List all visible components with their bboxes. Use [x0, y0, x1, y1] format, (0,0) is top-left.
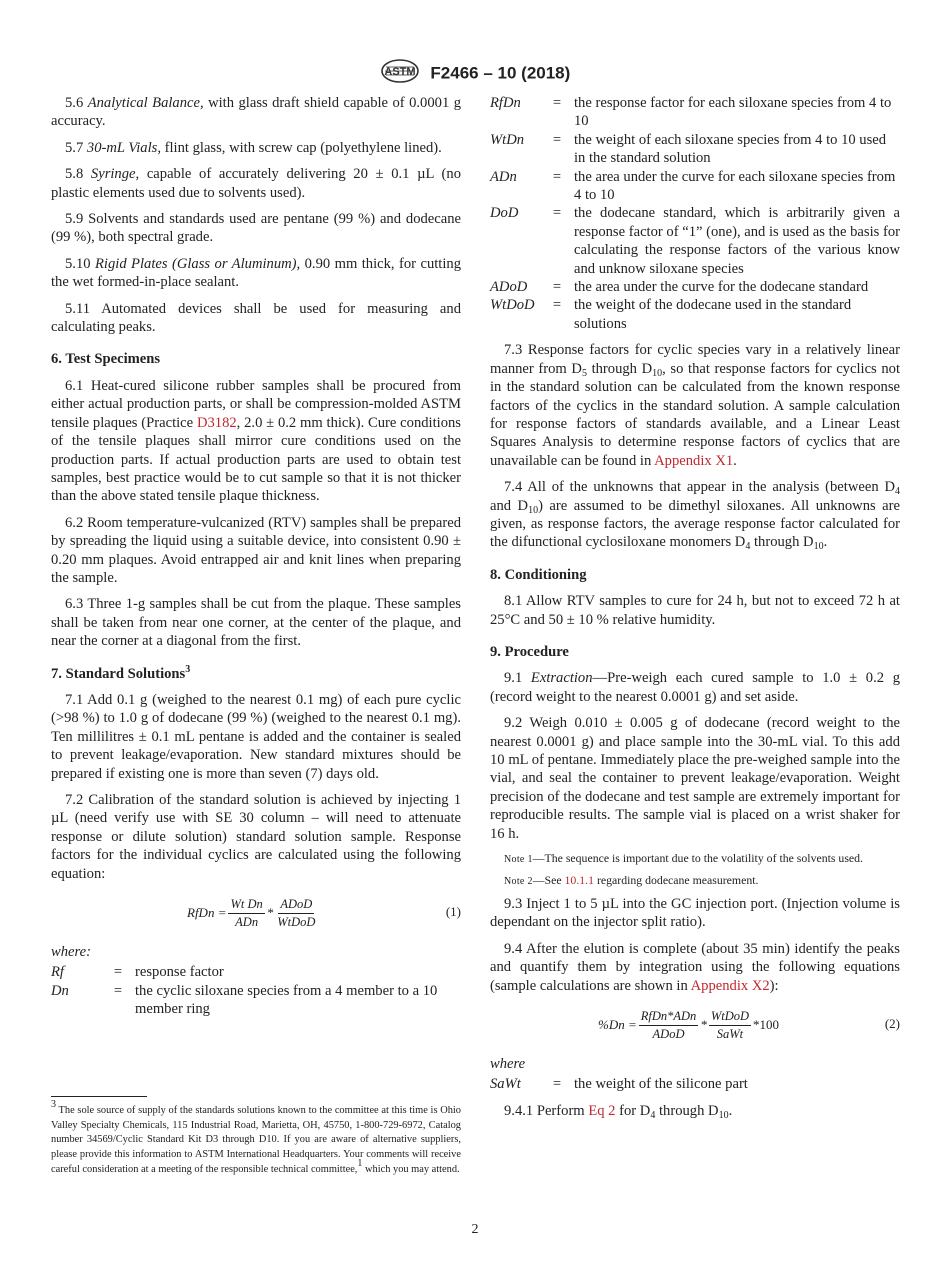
section-5-7: 5.7 30-mL Vials, flint glass, with screw cap (polyethylene lined). [65, 139, 442, 156]
section-9-2: 9.2 Weigh 0.010 ± 0.005 g of dodecane (record weight to the nearest 0.0001 g) and place sample into the 30-mL vial. To this add 10 mL of pentane. Immediately place the pre-weighed sample into the vial, and seal the container to prevent leakage/evaporation. Weight precision of the dodecane and test sample are extremely important for reproducible results. The sample vial is placed on a wrist shaker for 16 h. [490, 715, 900, 842]
link-appendix-x2[interactable]: Appendix X2 [690, 977, 770, 994]
equation-2: %Dn = $\frac{\text{RfDn*ADn}}{\text{ADoD}}$ * $\frac{\text{WtDoD}}{\text{SaWt}}$ *100 (2) [598, 1009, 900, 1042]
heading-test-specimens: 6. Test Specimens [51, 351, 161, 368]
equation-number: (1) [445, 904, 461, 920]
section-8-1: 8.1 Allow RTV samples to cure for 24 h, but not to exceed 72 h at 25°C and 50 ± 10 % relative humidity. [490, 593, 900, 628]
definition-row: WtDn = the weight of each siloxane species from 4 to 10 used in the standard solution [490, 131, 887, 167]
link-appendix-x1[interactable]: Appendix X1 [654, 452, 734, 469]
footnote-divider [51, 1096, 147, 1097]
definition-row: Rf = response factor [51, 964, 224, 981]
section-9-4: 9.4 After the elution is complete (about 35 min) identify the peaks and quantify them by integration using the following equations (sample calculations are shown in Appendix X2): [490, 940, 900, 994]
heading-conditioning: 8. Conditioning [490, 566, 587, 583]
definitions-left [51, 963, 461, 1018]
definitions-right [490, 94, 900, 333]
definition-row: SaWt = the weight of the silicone part [490, 1076, 748, 1093]
right-column [490, 94, 900, 1128]
section-5-8: 5.8 Syringe, capable of accurately delivering 20 ± 0.1 µL (no plastic elements used due to solvents used). [51, 166, 462, 201]
definition-row: Dn = the cyclic siloxane species from a 4 member to a 10 member ring [51, 982, 438, 1018]
note-1: Note 1—The sequence is important due to the volatility of the solvents used. [504, 851, 863, 866]
section-9-3: 9.3 Inject 1 to 5 µL into the GC injection port. (Injection volume is dependant on the injector split ratio). [490, 896, 900, 931]
standard-designation: F2466 – 10 (2018) [430, 63, 571, 83]
definitions-eq2 [490, 1075, 900, 1093]
definition-row: WtDoD = the weight of the dodecane used in the standard solutions [490, 297, 852, 332]
section-6-1: 6.1 Heat-cured silicone rubber samples shall be procured from either actual production parts, or shall be compression-molded ASTM tensile plaques (Practice D3182, 2.0 ± 0.2 mm thick). Cure conditions of the tensile plaques shall mirror cure conditions used on the production parts. If actual production parts are used to obtain test samples, best practice would be to cut sample so that it is not thicker than the above stated tensile plaque thickness. [51, 377, 461, 505]
where-label: where [490, 1056, 526, 1073]
link-eq-2[interactable]: Eq 2 [588, 1102, 616, 1119]
section-7-4: 7.4 All of the unknowns that appear in the analysis (between $D_4$ and $D_{10}$) are assumed to be dimethyl siloxanes. All unknowns are given, as response factors, the average response factor calculated for the difunctional cyclosiloxane monomers $D_4$ through $D_{10}$. [490, 479, 900, 553]
page-number: 2 [471, 1222, 479, 1237]
section-9-4-1: 9.4.1 Perform Eq 2 for $D_4$ through $D_{10}$. [504, 1102, 733, 1121]
equation-number: (2) [884, 1016, 900, 1032]
section-7-2: 7.2 Calibration of the standard solution is achieved by injecting 1 µL (need verify use with SE 30 column – will need to attenuate response or dilute solution) standard solution sample. Response factors for the individual cyclics are calculated using the following equation: [51, 792, 461, 882]
section-9-1: 9.1 Extraction—Pre-weigh each cured sample to 1.0 ± 0.2 g (record weight to the nearest 0.0001 g) and set aside. [490, 670, 900, 705]
section-5-6: 5.6 Analytical Balance, with glass draft shield capable of 0.0001 g accuracy. [51, 95, 461, 130]
section-6-3: 6.3 Three 1-g samples shall be cut from the plaque. These samples shall be taken from near one corner, at the center of the plaque, and near the corner at a diagonal from the first. [51, 596, 461, 650]
where-label: where: [51, 944, 91, 961]
section-6-2: 6.2 Room temperature-vulcanized (RTV) samples shall be prepared by spreading the liquid using a suitable device, into consistent 0.90 ± 0.20 mm plaques. Avoid entrapped air and knit lines when preparing the sample. [51, 514, 461, 586]
footnote-3: $^3$ The sole source of supply of the standards solutions known to the committee at this time is Ohio Valley Specialty Chemicals, 115 Industrial Road, Marietta, OH, 45750, 1-800-729-6972, Catalog number 34569/Cyclic Standard Kit D3 through D10. If you are aware of alternative suppliers, please provide this information to ASTM International Headquarters. Your comments will receive careful consideration at a meeting of the responsible technical committee,$^1$ which you may attend. [51, 1099, 461, 1175]
section-5-11: 5.11 Automated devices shall be used for measuring and calculating peaks. [51, 300, 461, 336]
page-header [0, 58, 950, 89]
section-5-10: 5.10 Rigid Plates (Glass or Aluminum), 0.90 mm thick, for cutting the wet formed-in-place sealant. [51, 255, 462, 291]
astm-logo [380, 58, 420, 89]
definition-row: DoD = the dodecane standard, which is arbitrarily given a response factor of “1” (one), and is used as the basis for calculating the response factors of the various know and unknow siloxane species [490, 205, 900, 277]
heading-procedure: 9. Procedure [490, 643, 569, 660]
link-10-1-1[interactable]: 10.1.1 [564, 873, 595, 888]
note-2: Note 2—See 10.1.1 regarding dodecane measurement. [504, 873, 759, 888]
left-column [51, 94, 461, 1027]
link-d3182[interactable]: D3182 [196, 414, 237, 431]
definition-row: ADoD = the area under the curve for the dodecane standard [490, 279, 869, 296]
heading-standard-solutions: 7. Standard Solutions$^3$ [51, 663, 191, 682]
section-7-1: 7.1 Add 0.1 g (weighed to the nearest 0.1 mg) of each pure cyclic (>98 %) to 1.0 g of dodecane (99 %) (weighed to the nearest 0.1 mg). Ten millilitres ± 0.1 mL pentane is added and the container is sealed to prevent leakage/evaporation. New standard mixtures should be prepared if existing one is more than seven (7) days old. [51, 691, 461, 782]
svg-text:ASTM: ASTM [384, 66, 416, 78]
section-5-9: 5.9 Solvents and standards used are pentane (99 %) and dodecane (99 %), both spectral grade. [51, 211, 461, 246]
footnote-ref-3[interactable]: 3 [185, 663, 191, 675]
equation-1: RfDn = $\frac{\text{Wt Dn}}{\text{ADn}}$ * $\frac{\text{ADoD}}{\text{WtDoD}}$ (1) [187, 897, 461, 930]
definition-row: RfDn = the response factor for each siloxane species from 4 to 10 [490, 95, 892, 130]
section-7-3: 7.3 Response factors for cyclic species vary in a relatively linear manner from $D_5$ through $D_{10}$, so that response factors for cyclics not in the standard solution can be calculated from the known response factors of the cyclics in the standard solution. A sample calculation for response factors of standards available, and a Linear Least Squares Analysis to determine response factors of cyclics that are unavailable can be found in Appendix X1. [490, 342, 901, 469]
definition-row: ADn = the area under the curve for each siloxane species from 4 to 10 [490, 168, 896, 204]
